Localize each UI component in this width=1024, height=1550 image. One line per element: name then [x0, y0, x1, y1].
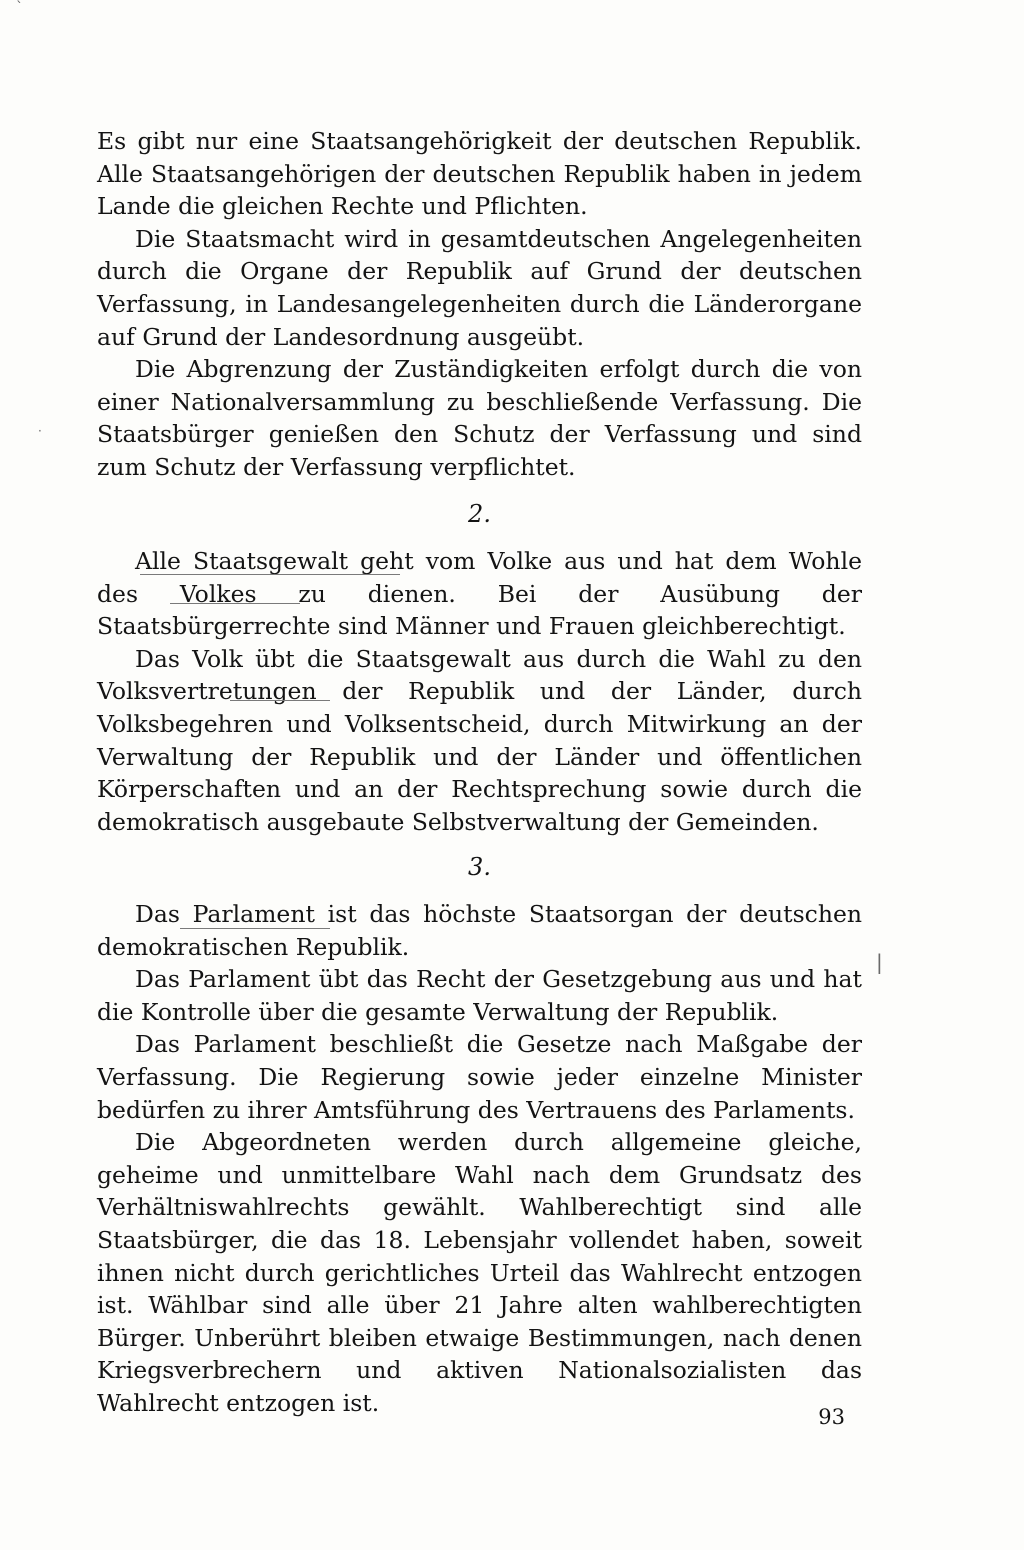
scan-mark-left: · — [38, 424, 42, 438]
page-number: 93 — [818, 1405, 845, 1429]
paragraph: Das Parlament übt das Recht der Gesetzgebung aus und hat die Kontrolle über die gesamte Verwaltung der Republik. — [97, 965, 862, 1026]
paragraph: Die Staatsmacht wird in gesamtdeutschen Angelegenheiten durch die Organe der Republik auf Grund der deutschen Verfassung, in Landesangelegenheiten durch die Länderorgane auf Grund der Landesordnung ausgeübt. — [97, 224, 862, 351]
section-2 — [97, 545, 862, 838]
pencil-underline — [140, 574, 400, 576]
paragraph: Das Parlament ist das höchste Staatsorgan der deutschen demokratischen Republik. — [97, 900, 862, 961]
paragraph: Die Abgeordneten werden durch allgemeine gleiche, geheime und unmittelbare Wahl nach dem Grundsatz des Verhältniswahlrechts gewählt. Wahlberechtigt sind alle Staatsbürger, die das 18. Lebensjahr vollendet haben, soweit ihnen nicht durch gerichtliches Urteil das Wahlrecht entzogen ist. Wählbar sind alle über 21 Jahre alten wahlberechtigten Bürger. Unberührt bleiben etwaige Bestimmungen, nach denen Kriegsverbrechern und aktiven Nationalsozialisten das Wahlrecht entzogen ist. — [97, 1128, 862, 1417]
pencil-underline — [230, 700, 330, 702]
scan-mark-right: | — [876, 950, 883, 974]
section-1 — [97, 125, 862, 484]
section-number: 2. — [468, 500, 491, 528]
paragraph: Die Abgrenzung der Zuständigkeiten erfolgt durch die von einer Nationalversammlung zu beschließende Verfassung. Die Staatsbürger genießen den Schutz der Verfassung und sind zum Schutz der Verfassung verpflichtet. — [97, 355, 862, 481]
paragraph: Das Parlament beschließt die Gesetze nach Maßgabe der Verfassung. Die Regierung sowie jeder einzelne Minister bedürfen zu ihrer Amtsführung des Vertrauens des Parlaments. — [97, 1030, 862, 1124]
section-3 — [97, 898, 862, 1420]
paragraph: Es gibt nur eine Staatsangehörigkeit der deutschen Republik. Alle Staatsangehörigen der deutschen Republik haben in jedem Lande die gleichen Rechte und Pflichten. — [97, 127, 862, 221]
paragraph: Alle Staatsgewalt geht vom Volke aus und hat dem Wohle des Volkes zu dienen. Bei der Ausübung der Staatsbürgerrechte sind Männer und Frauen gleichberechtigt. — [97, 547, 862, 641]
paragraph: Das Volk übt die Staatsgewalt aus durch die Wahl zu den Volksvertretungen der Republik und der Länder, durch Volksbegehren und Volksentscheid, durch Mitwirkung an der Verwaltung der Republik und der Länder und öffentlichen Körperschaften und an der Rechtsprechung sowie durch die demokratisch ausgebaute Selbstverwaltung der Gemeinden. — [97, 644, 862, 836]
pencil-underline — [180, 928, 330, 930]
pencil-underline — [170, 603, 300, 605]
scan-mark-corner: ` — [16, 0, 23, 16]
section-number: 3. — [468, 853, 491, 881]
